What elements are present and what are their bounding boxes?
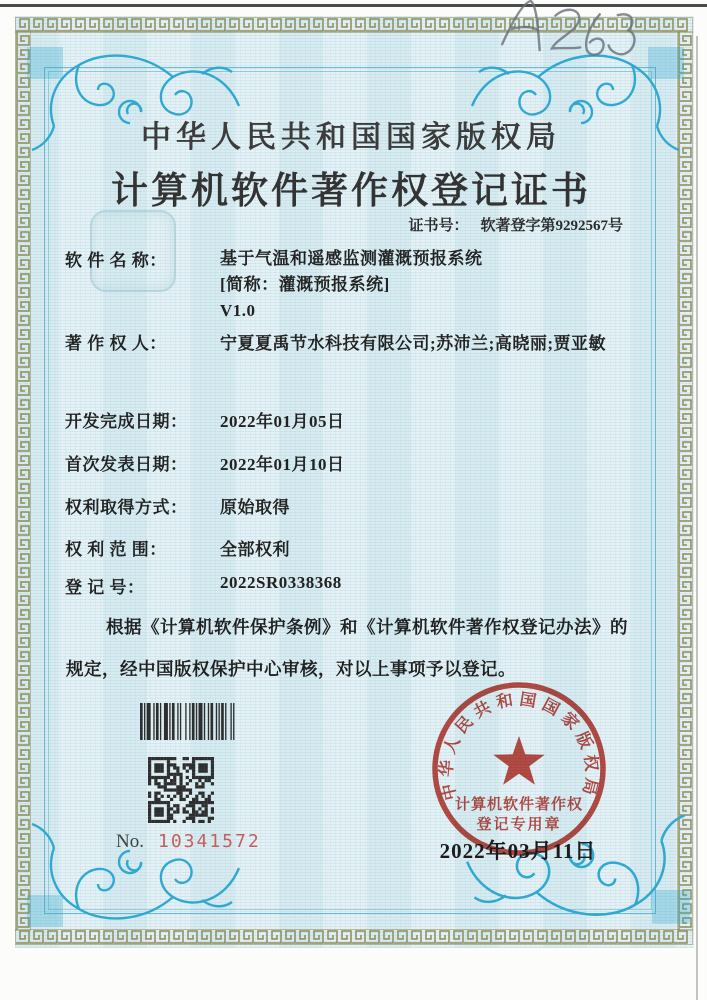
- seal-inner-line1: 计算机软件著作权: [454, 797, 584, 813]
- serial-number: 10341572: [157, 831, 261, 852]
- certificate-number-value: 软著登字第9292567号: [480, 218, 623, 234]
- field-label: 登 记 号：: [65, 578, 145, 597]
- field-value: 原始取得: [220, 498, 290, 517]
- certificate-number-label: 证书号：: [408, 218, 469, 234]
- field-value: 宁夏夏禹节水科技有限公司;苏沛兰;高晓丽;贾亚敏: [220, 334, 606, 353]
- field-value: 全部权利: [220, 540, 290, 559]
- border-meander-left: [16, 32, 30, 930]
- border-meander-right: [678, 32, 692, 930]
- field-label: 首次发表日期：: [65, 455, 188, 474]
- statement-line-2: 规定，经中国版权保护中心审核，对以上事项予以登记。: [66, 659, 516, 679]
- official-red-seal: [428, 678, 610, 860]
- certificate-number-line: [408, 214, 623, 235]
- field-completion-date: [65, 407, 657, 432]
- field-rights-acquisition: [65, 493, 657, 518]
- seal-inner-line2: 登记专用章: [476, 817, 562, 833]
- field-label: 著 作 权 人：: [65, 334, 167, 353]
- software-name: 基于气温和遥感监测灌溉预报系统: [220, 249, 483, 268]
- field-label: 开发完成日期：: [65, 412, 188, 431]
- software-version: V1.0: [220, 301, 256, 320]
- field-copyright-owner: [65, 329, 657, 354]
- field-label: 权利取得方式：: [65, 498, 188, 517]
- field-value: 2022年01月05日: [220, 412, 345, 431]
- handwritten-annotation: [492, 0, 662, 62]
- seal-star-icon: [493, 736, 544, 785]
- statement-line-1: 根据《计算机软件保护条例》和《计算机软件著作权登记办法》的: [106, 617, 628, 637]
- field-label: 软 件 名 称：: [65, 251, 167, 270]
- seal-ring-text: 中华人民共和国国家版权局: [436, 689, 602, 803]
- serial-number-line: [116, 831, 261, 853]
- border-meander-bottom: [16, 930, 692, 944]
- field-registration-number: [65, 573, 657, 598]
- field-value: [220, 246, 483, 324]
- field-label: 权 利 范 围：: [65, 540, 167, 559]
- scan-edge-right: [696, 36, 698, 1000]
- barcode: [140, 703, 252, 740]
- field-value: 2022年01月10日: [220, 455, 345, 474]
- authority-title: 中华人民共和国国家版权局: [141, 121, 561, 154]
- qr-code: [148, 757, 214, 823]
- registration-number: 2022SR0338368: [220, 573, 342, 592]
- field-rights-scope: [65, 535, 657, 560]
- serial-prefix: No.: [116, 831, 144, 852]
- software-short-name: [简称：灌溉预报系统]: [220, 275, 390, 294]
- certificate-title: 计算机软件著作权登记证书: [111, 171, 591, 212]
- field-software-name: [65, 246, 657, 320]
- field-first-publication-date: [65, 450, 657, 475]
- issue-date: 2022年03月11日: [439, 839, 597, 863]
